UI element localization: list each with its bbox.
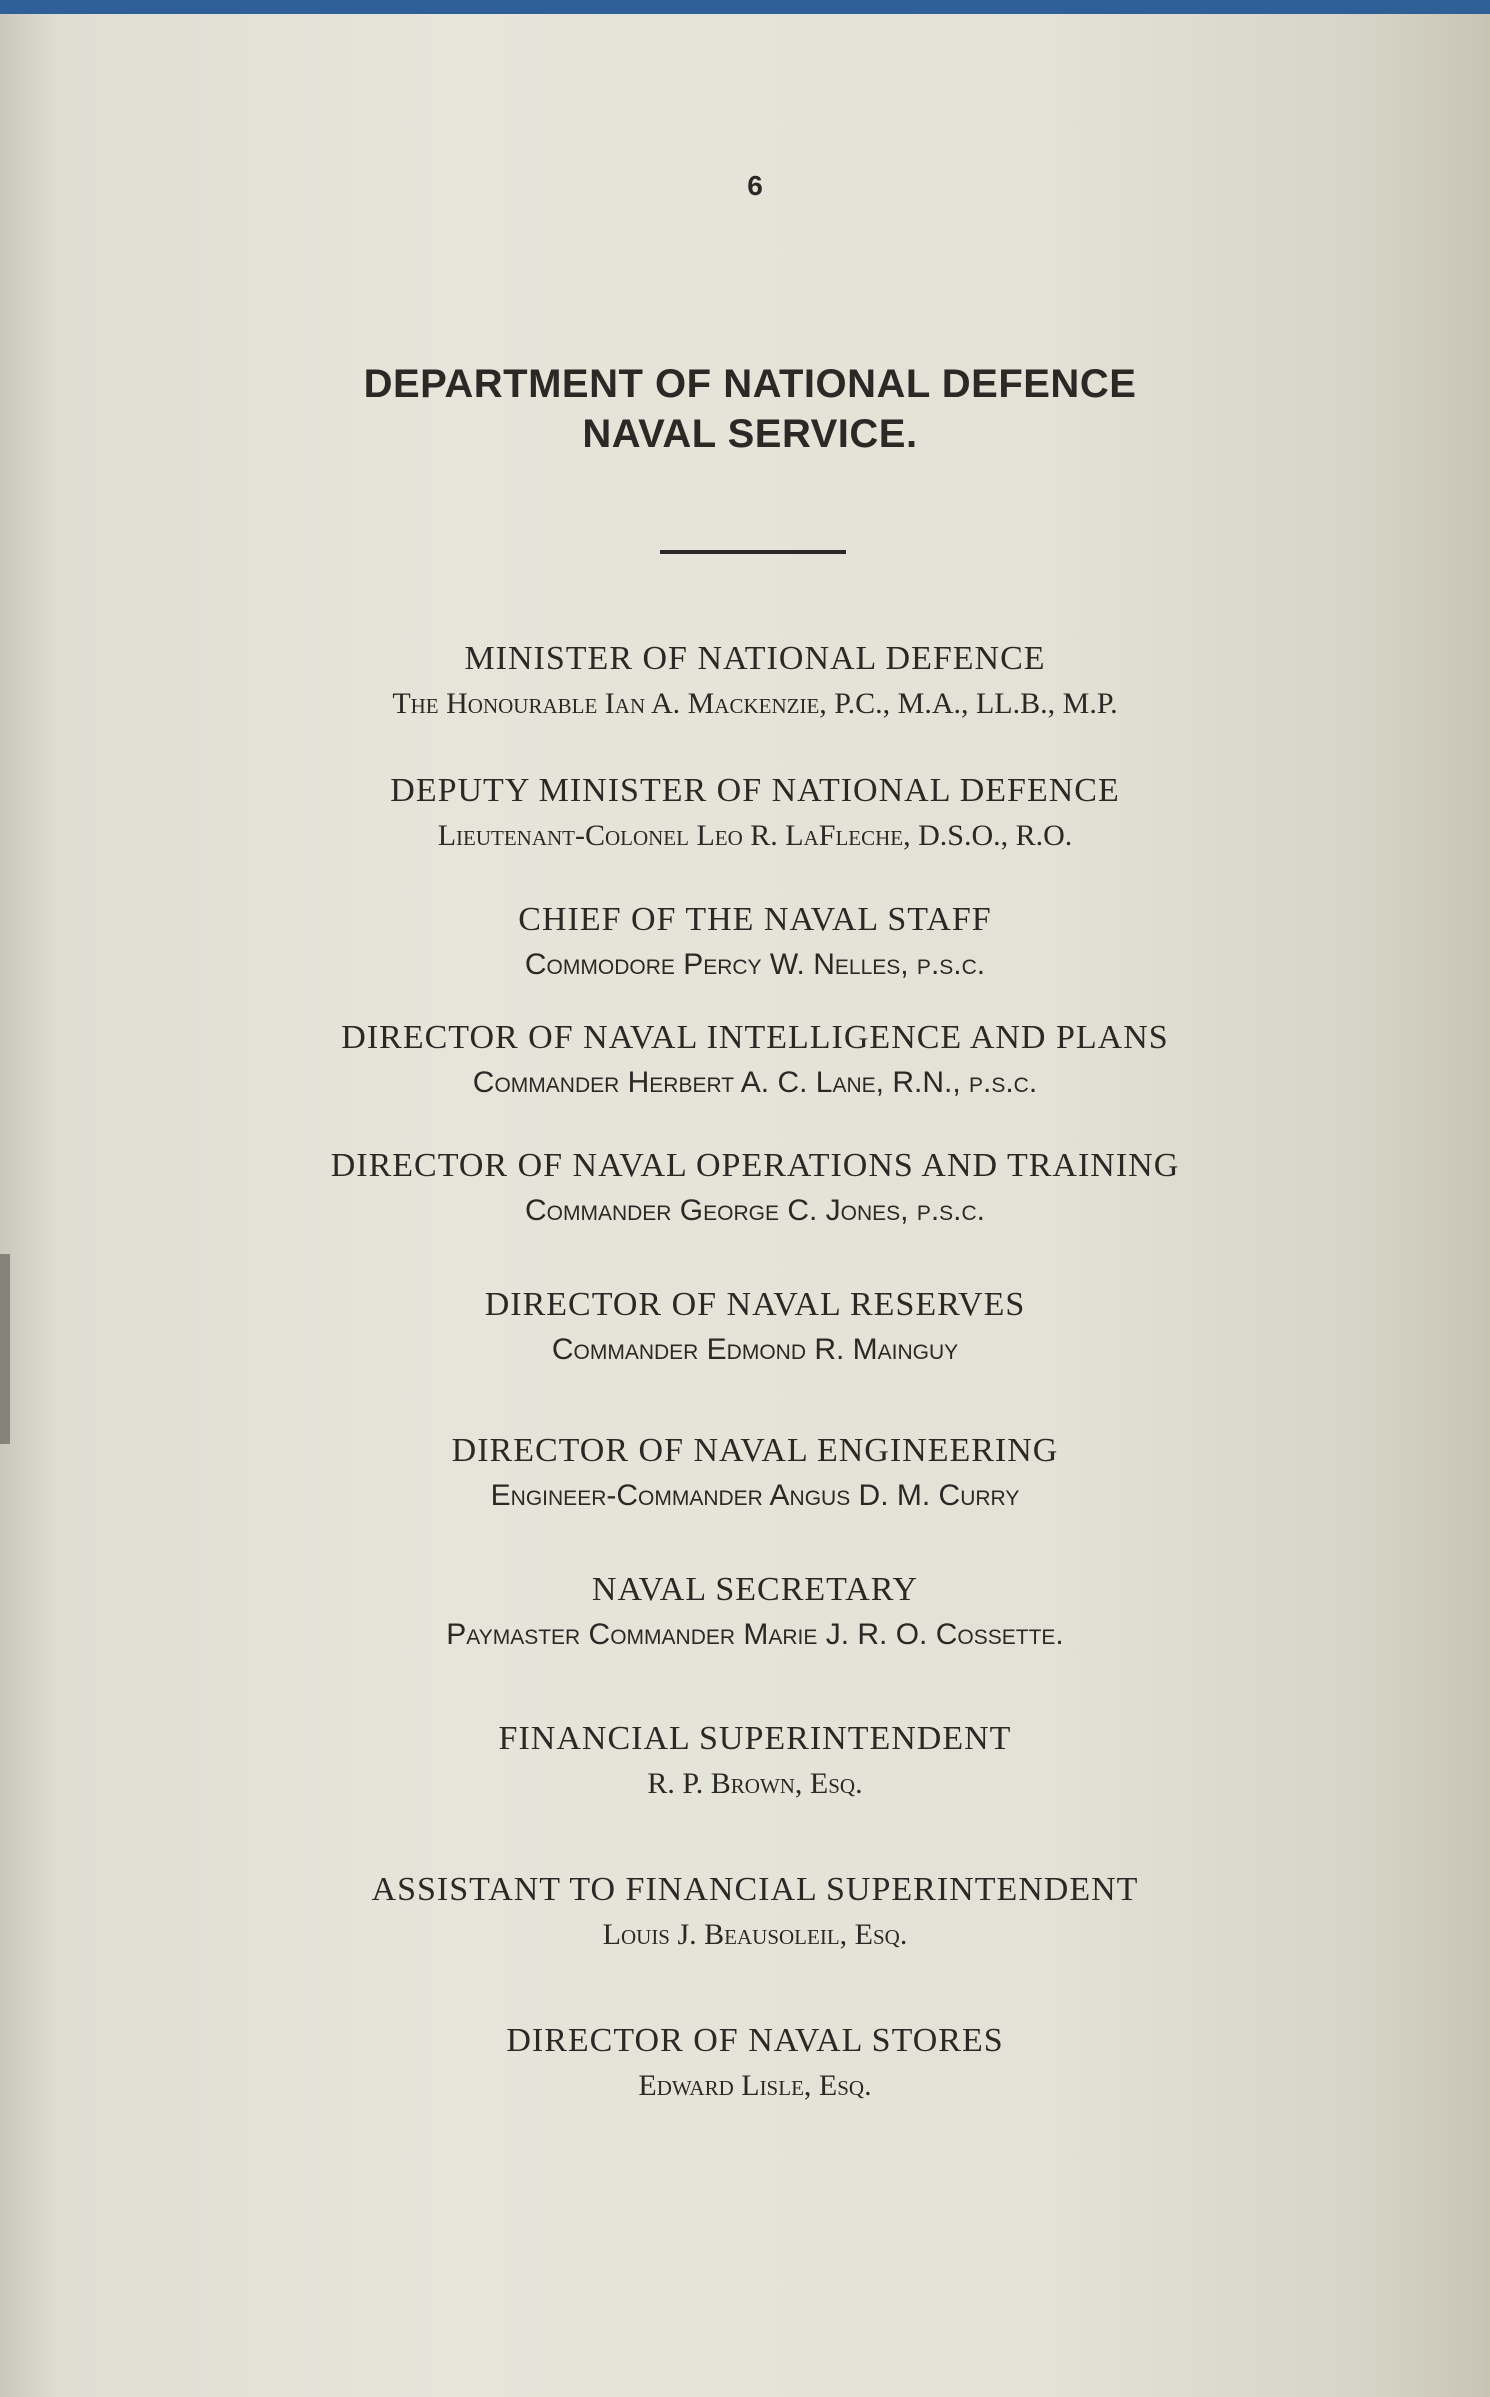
document-page [0, 14, 1490, 2397]
department-heading [0, 359, 1490, 459]
officer-name: Commander Herbert A. C. Lane, R.N., p.s.c. [472, 1066, 1038, 1099]
office-title: DIRECTOR OF NAVAL RESERVES [484, 1286, 1026, 1323]
entry-minister [0, 639, 1490, 723]
office-title: CHIEF OF THE NAVAL STAFF [518, 901, 992, 938]
office-title: FINANCIAL SUPERINTENDENT [498, 1720, 1012, 1757]
entry-intelligence-plans [0, 1018, 1490, 1102]
officer-name: Edward Lisle, Esq. [638, 2069, 872, 2102]
office-title: ASSISTANT TO FINANCIAL SUPERINTENDENT [371, 1871, 1139, 1908]
office-title: MINISTER OF NATIONAL DEFENCE [464, 640, 1046, 677]
officer-name: R. P. Brown, Esq. [647, 1767, 863, 1800]
entry-chief-naval-staff [0, 900, 1490, 984]
office-title: DEPUTY MINISTER OF NATIONAL DEFENCE [390, 772, 1120, 809]
office-title: NAVAL SECRETARY [591, 1571, 919, 1608]
officer-name: Commander Edmond R. Mainguy [551, 1333, 959, 1366]
office-title: DIRECTOR OF NAVAL OPERATIONS AND TRAINING [330, 1147, 1180, 1184]
officer-name: Engineer-Commander Angus D. M. Curry [490, 1479, 1020, 1512]
entry-naval-engineering [0, 1431, 1490, 1515]
department-title: DEPARTMENT OF NATIONAL DEFENCE [363, 362, 1137, 406]
officer-name: Commodore Percy W. Nelles, p.s.c. [524, 948, 986, 981]
entry-naval-stores [0, 2021, 1490, 2105]
officer-name: Lieutenant-Colonel Leo R. LaFleche, D.S.O., R.O. [437, 819, 1073, 852]
entry-naval-reserves [0, 1285, 1490, 1369]
office-title: DIRECTOR OF NAVAL STORES [506, 2022, 1004, 2059]
divider-rule [660, 550, 846, 554]
entry-assistant-financial-superintendent [0, 1870, 1490, 1954]
office-title: DIRECTOR OF NAVAL ENGINEERING [451, 1432, 1059, 1469]
officer-name: Paymaster Commander Marie J. R. O. Cossette. [446, 1618, 1064, 1651]
service-title: NAVAL SERVICE. [582, 412, 918, 456]
entry-deputy-minister [0, 771, 1490, 855]
entry-financial-superintendent [0, 1719, 1490, 1803]
entry-operations-training [0, 1146, 1490, 1230]
entry-naval-secretary [0, 1570, 1490, 1654]
officer-name: The Honourable Ian A. Mackenzie, P.C., M.A., LL.B., M.P. [392, 687, 1118, 720]
page-number: 6 [747, 170, 763, 201]
officer-name: Louis J. Beausoleil, Esq. [602, 1918, 908, 1951]
office-title: DIRECTOR OF NAVAL INTELLIGENCE AND PLANS [341, 1019, 1169, 1056]
officer-name: Commander George C. Jones, p.s.c. [524, 1194, 986, 1227]
